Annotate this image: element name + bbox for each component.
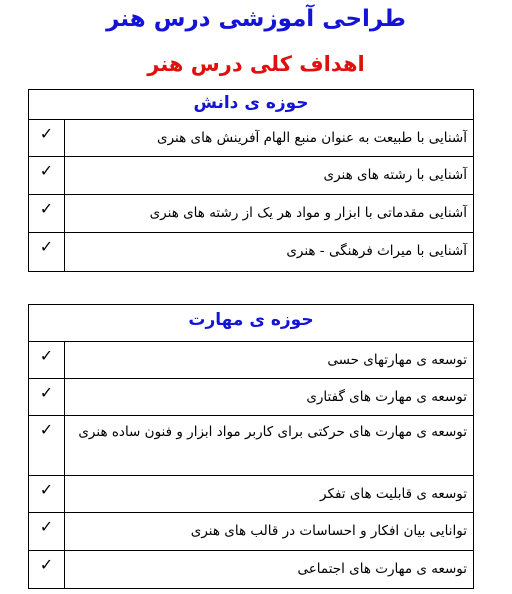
check-icon: ✓: [29, 157, 65, 195]
page-title: طراحی آموزشی درس هنر: [106, 6, 406, 32]
skill-item-text: توسعه ی مهارت های اجتماعی: [65, 551, 474, 589]
knowledge-item-text: آشنایی با میراث فرهنگی - هنری: [65, 233, 474, 272]
check-icon: ✓: [29, 476, 65, 513]
table-row: [29, 379, 474, 416]
skill-item-text: توسعه ی قابلیت های تفکر: [65, 476, 474, 513]
check-icon: ✓: [29, 416, 65, 476]
check-icon: ✓: [29, 120, 65, 157]
page-subtitle: اهداف کلی درس هنر: [147, 52, 365, 76]
check-icon: ✓: [29, 513, 65, 551]
skill-item-text: توسعه ی مهارت های حرکتی برای کاربر مواد ابزار و فنون ساده هنری: [65, 416, 474, 476]
table-row: [29, 342, 474, 379]
knowledge-item-text: آشنایی مقدماتی با ابزار و مواد هر یک از رشته های هنری: [65, 195, 474, 233]
check-icon: ✓: [29, 551, 65, 589]
table-row: [29, 120, 474, 157]
skill-domain-table: [28, 304, 474, 589]
skill-item-text: توانایی بیان افکار و احساسات در قالب های هنری: [65, 513, 474, 551]
table-row: [29, 233, 474, 272]
skill-item-text: توسعه ی مهارت های گفتاری: [65, 379, 474, 416]
check-icon: ✓: [29, 195, 65, 233]
check-icon: ✓: [29, 379, 65, 416]
knowledge-domain-heading: حوزه ی دانش: [29, 90, 474, 120]
skill-domain-heading: حوزه ی مهارت: [29, 305, 474, 342]
check-icon: ✓: [29, 233, 65, 272]
table-row: [29, 513, 474, 551]
knowledge-domain-table: [28, 89, 474, 272]
table-row: [29, 476, 474, 513]
skill-item-text: توسعه ی مهارتهای حسی: [65, 342, 474, 379]
table-row: [29, 157, 474, 195]
table-row: [29, 551, 474, 589]
knowledge-item-text: آشنایی با رشته های هنری: [65, 157, 474, 195]
table-row: [29, 416, 474, 476]
table-row: [29, 195, 474, 233]
check-icon: ✓: [29, 342, 65, 379]
knowledge-item-text: آشنایی با طبیعت به عنوان منبع الهام آفرینش های هنری: [65, 120, 474, 157]
